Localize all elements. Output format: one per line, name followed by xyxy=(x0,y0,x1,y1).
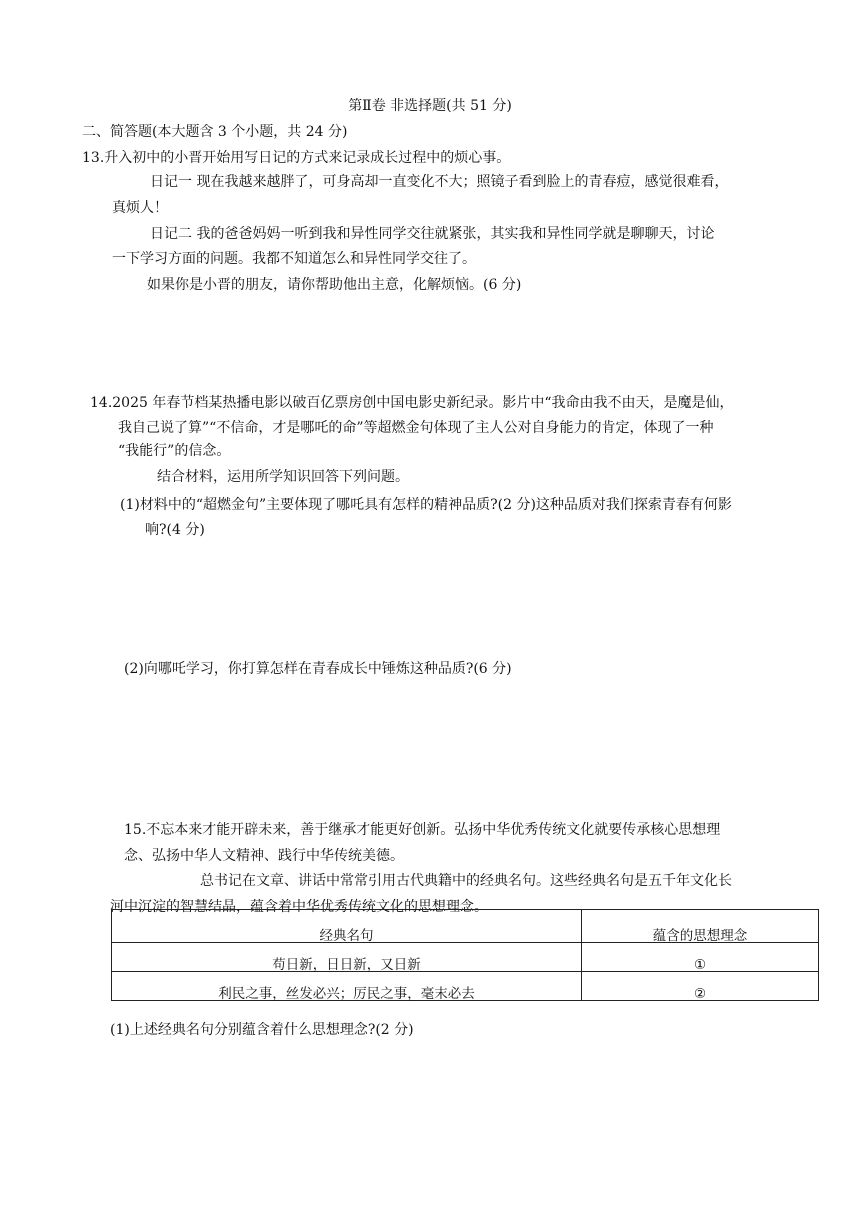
table-header-row xyxy=(112,910,819,943)
q14-sub1-line1: (1)材料中的“超燃金句”主要体现了哪吒具有怎样的精神品质?(2 分)这种品质对我们探索青春有何影 xyxy=(120,497,732,513)
q14-sub2: (2)向哪吒学习，你打算怎样在青春成长中锤炼这种品质?(6 分) xyxy=(124,661,512,677)
q15-material-line2: 河中沉淀的智慧结晶，蕴含着中华优秀传统文化的思想理念。 xyxy=(110,899,488,915)
q15-material-line1: 总书记在文章、讲话中常常引用古代典籍中的经典名句。这些经典名句是五千年文化长 xyxy=(200,873,732,889)
table-cell-quote: 苟日新，日日新，又日新 xyxy=(112,943,582,972)
table-cell-idea: ② xyxy=(582,972,819,1001)
table-row xyxy=(112,972,819,1001)
q14-intro-line3: “我能行”的信念。 xyxy=(118,443,231,459)
quotes-table xyxy=(111,909,819,1001)
q14-instruction: 结合材料，运用所学知识回答下列问题。 xyxy=(157,469,409,485)
q13-diary2-line1: 日记二 我的爸爸妈妈一听到我和异性同学交往就紧张，其实我和异性同学就是聊聊天，讨论 xyxy=(150,226,715,242)
q13-diary1-line1: 日记一 现在我越来越胖了，可身高却一直变化不大；照镜子看到脸上的青春痘，感觉很难看， xyxy=(150,174,729,190)
table-cell-idea: ① xyxy=(582,943,819,972)
q13-diary2-line2: 一下学习方面的问题。我都不知道怎么和异性同学交往了。 xyxy=(112,251,476,267)
section-title: 第Ⅱ卷 非选择题(共 51 分) xyxy=(348,98,512,114)
q15-intro-line2: 念、弘扬中华人文精神、践行中华传统美德。 xyxy=(124,848,404,864)
table-header-cell: 经典名句 xyxy=(112,910,582,943)
table-cell-quote: 利民之事，丝发必兴；厉民之事，毫末必去 xyxy=(112,972,582,1001)
q13-prompt: 如果你是小晋的朋友，请你帮助他出主意，化解烦恼。(6 分) xyxy=(147,277,522,293)
q14-sub1-line2: 响?(4 分) xyxy=(145,522,205,538)
q13-intro: 13.升入初中的小晋开始用写日记的方式来记录成长过程中的烦心事。 xyxy=(82,150,511,166)
q14-intro-line2: 我自己说了算”“不信命，才是哪吒的命”等超燃金句体现了主人公对自身能力的肯定，体现了一种 xyxy=(118,420,714,436)
table-header-cell: 蕴含的思想理念 xyxy=(582,910,819,943)
q14-intro-line1: 14.2025 年春节档某热播电影以破百亿票房创中国电影史新纪录。影片中“我命由我不由天，是魔是仙， xyxy=(90,395,734,411)
q15-sub1: (1)上述经典名句分别蕴含着什么思想理念?(2 分) xyxy=(110,1022,414,1038)
table-row xyxy=(112,943,819,972)
q13-diary1-line2: 真烦人！ xyxy=(112,200,168,216)
part-heading: 二、简答题(本大题含 3 个小题，共 24 分) xyxy=(82,124,348,140)
q15-intro-line1: 15.不忘本来才能开辟未来，善于继承才能更好创新。弘扬中华优秀传统文化就要传承核心思想理 xyxy=(124,822,721,838)
